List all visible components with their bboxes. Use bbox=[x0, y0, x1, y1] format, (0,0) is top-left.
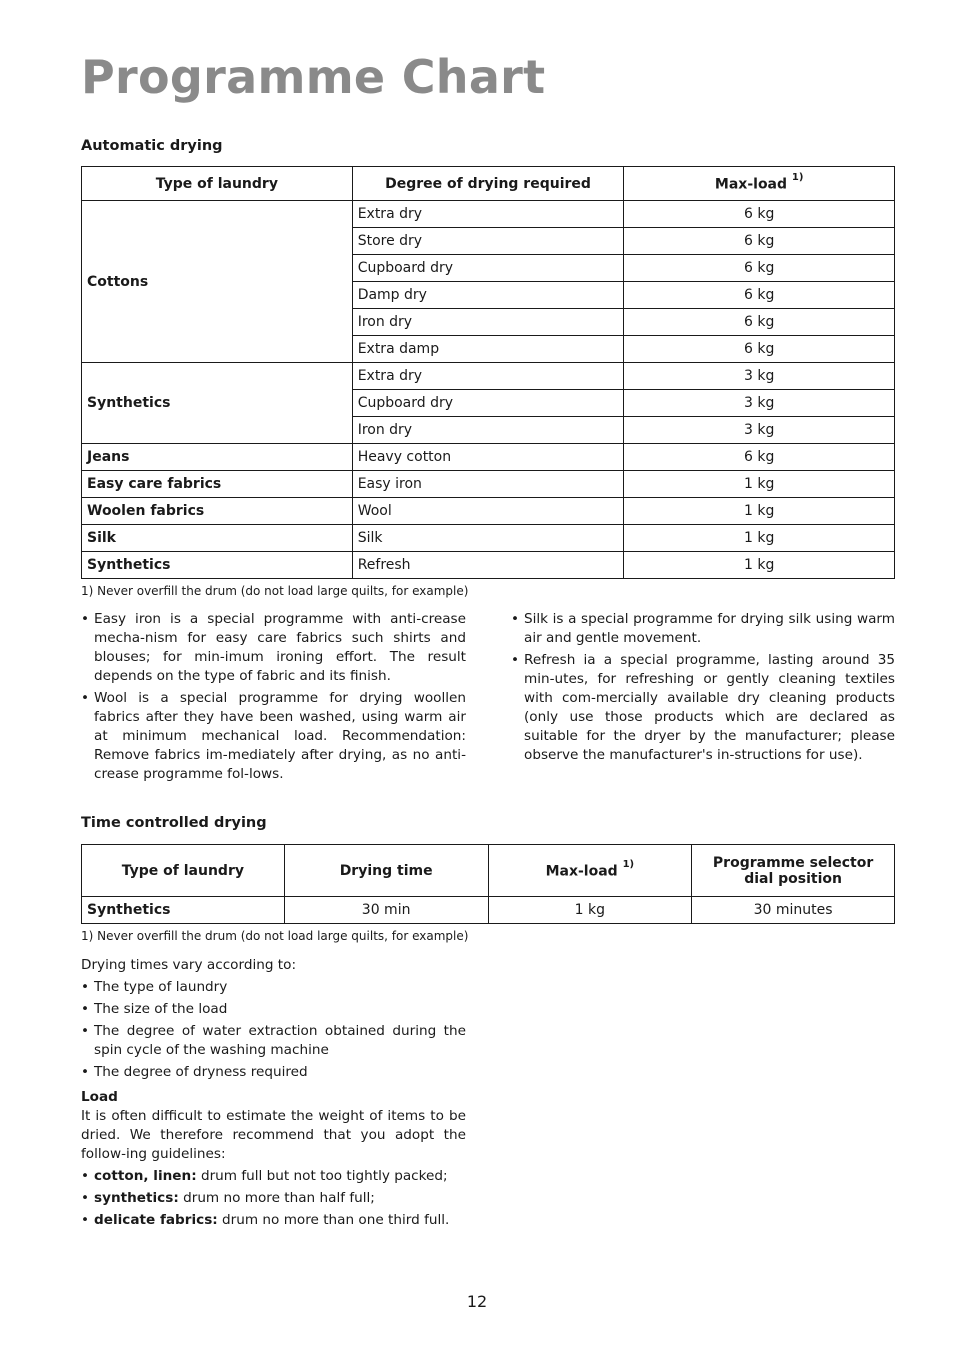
table-row bbox=[82, 552, 895, 579]
cell-max-load: 1 kg bbox=[488, 897, 692, 924]
page-number: 12 bbox=[466, 1292, 488, 1311]
cell-degree: Refresh bbox=[352, 552, 624, 579]
drying-times-section bbox=[81, 956, 466, 1233]
cell-drying-time: 30 min bbox=[284, 897, 488, 924]
list-item: • synthetics: drum no more than half full; bbox=[81, 1189, 466, 1208]
cell-degree: Heavy cotton bbox=[352, 444, 624, 471]
footnote: 1) Never overfill the drum (do not load large quilts, for example) bbox=[81, 584, 469, 598]
cell-type: Jeans bbox=[82, 444, 353, 471]
note-refresh: • Refresh ia a special programme, lasting around 35 min-utes, for refreshing or gently cleaning textiles with com-mercially available dry cleaning products (only use those products which are declared as suitable for the dryer by the manufacturer; please observe the manufacturer's in-structions for use). bbox=[511, 651, 895, 765]
list-item: • The degree of dryness required bbox=[81, 1063, 466, 1082]
list-item: • delicate fabrics: drum no more than one third full. bbox=[81, 1211, 466, 1230]
cell-max-load: 6 kg bbox=[624, 228, 895, 255]
header-type: Type of laundry bbox=[82, 845, 285, 897]
cell-degree: Wool bbox=[352, 498, 624, 525]
automatic-drying-body bbox=[82, 201, 895, 579]
cell-degree: Extra dry bbox=[352, 363, 624, 390]
load-text: It is often difficult to estimate the weight of items to be dried. We therefore recommend that you adopt the follow-ing guidelines: bbox=[81, 1108, 466, 1162]
cell-degree: Easy iron bbox=[352, 471, 624, 498]
list-item: • cotton, linen: drum full but not too tightly packed; bbox=[81, 1167, 466, 1186]
cell-max-load: 1 kg bbox=[624, 552, 895, 579]
cell-max-load: 6 kg bbox=[624, 255, 895, 282]
header-max-load: Max-load $^{1)}$ bbox=[488, 845, 692, 897]
list-item: • The degree of water extraction obtained during the spin cycle of the washing machine bbox=[81, 1022, 466, 1060]
cell-max-load: 6 kg bbox=[624, 282, 895, 309]
cell-type: Silk bbox=[82, 525, 353, 552]
notes-right bbox=[511, 610, 895, 768]
table-header-row bbox=[82, 845, 895, 897]
page-title: Programme Chart bbox=[81, 50, 546, 104]
header-degree: Degree of drying required bbox=[352, 167, 624, 201]
cell-max-load: 1 kg bbox=[624, 471, 895, 498]
cell-max-load: 6 kg bbox=[624, 444, 895, 471]
cell-degree: Damp dry bbox=[352, 282, 624, 309]
header-drying-time: Drying time bbox=[284, 845, 488, 897]
cell-degree: Extra damp bbox=[352, 336, 624, 363]
cell-max-load: 1 kg bbox=[624, 498, 895, 525]
cell-max-load: 3 kg bbox=[624, 390, 895, 417]
table-header-row bbox=[82, 167, 895, 201]
cell-degree: Extra dry bbox=[352, 201, 624, 228]
time-controlled-heading: Time controlled drying bbox=[81, 815, 267, 831]
cell-max-load: 6 kg bbox=[624, 309, 895, 336]
header-type: Type of laundry bbox=[82, 167, 353, 201]
header-selector-position: Programme selector dial position bbox=[692, 845, 895, 897]
cell-type: Cottons bbox=[82, 201, 353, 363]
automatic-drying-table bbox=[81, 166, 895, 579]
time-controlled-table bbox=[81, 844, 895, 924]
cell-type: Synthetics bbox=[82, 897, 285, 924]
list-item: • The size of the load bbox=[81, 1000, 466, 1019]
table-row bbox=[82, 444, 895, 471]
cell-degree: Iron dry bbox=[352, 417, 624, 444]
list-item: • The type of laundry bbox=[81, 978, 466, 997]
cell-type: Synthetics bbox=[82, 552, 353, 579]
cell-max-load: 1 kg bbox=[624, 525, 895, 552]
cell-degree: Silk bbox=[352, 525, 624, 552]
cell-selector-position: 30 minutes bbox=[692, 897, 895, 924]
cell-max-load: 6 kg bbox=[624, 336, 895, 363]
cell-degree: Iron dry bbox=[352, 309, 624, 336]
automatic-drying-heading: Automatic drying bbox=[81, 138, 223, 154]
drying-times-intro: Drying times vary according to: bbox=[81, 957, 297, 973]
cell-max-load: 3 kg bbox=[624, 363, 895, 390]
cell-degree: Cupboard dry bbox=[352, 255, 624, 282]
load-heading: Load bbox=[81, 1089, 118, 1105]
cell-degree: Store dry bbox=[352, 228, 624, 255]
cell-type: Easy care fabrics bbox=[82, 471, 353, 498]
notes-left bbox=[81, 610, 466, 787]
footnote-mark: 1) bbox=[791, 171, 804, 183]
table-row bbox=[82, 525, 895, 552]
cell-max-load: 3 kg bbox=[624, 417, 895, 444]
table-row bbox=[82, 201, 895, 228]
footnote-mark: 1) bbox=[622, 858, 635, 870]
cell-degree: Cupboard dry bbox=[352, 390, 624, 417]
table-row bbox=[82, 897, 895, 924]
table-row bbox=[82, 471, 895, 498]
table-row bbox=[82, 498, 895, 525]
note-wool: • Wool is a special programme for drying woollen fabrics after they have been washed, using warm air at minimum mechanical load. Recommendation: Remove fabrics im-mediately after drying, as no anti-crease programme fol-lows. bbox=[81, 689, 466, 784]
header-max-load: Max-load $^{1)}$ bbox=[624, 167, 895, 201]
table-row bbox=[82, 363, 895, 390]
cell-max-load: 6 kg bbox=[624, 201, 895, 228]
note-easy-iron: • Easy iron is a special programme with anti-crease mecha-nism for easy care fabrics such shirts and blouses; for min-imum ironing effort. The result depends on the type of fabric and its finish. bbox=[81, 610, 466, 686]
note-silk: • Silk is a special programme for drying silk using warm air and gentle movement. bbox=[511, 610, 895, 648]
footnote: 1) Never overfill the drum (do not load large quilts, for example) bbox=[81, 929, 469, 943]
cell-type: Synthetics bbox=[82, 363, 353, 444]
cell-type: Woolen fabrics bbox=[82, 498, 353, 525]
